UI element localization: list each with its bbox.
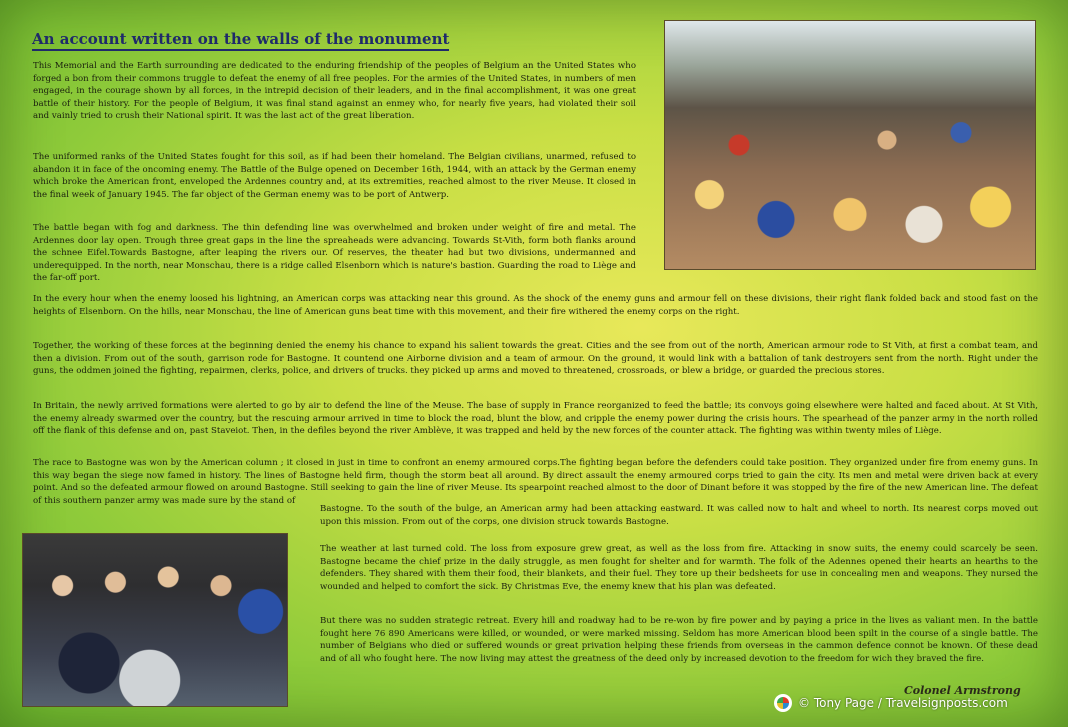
travelsignposts-logo-icon xyxy=(774,694,792,712)
photo-credit xyxy=(774,694,1008,712)
paragraph-battle-began: The battle began with fog and darkness. The thin defending line was overwhelmed and broken under weight of fire and metal. The Ardennes door lay open. Trough three great gaps in the line the spreaheads were advancing. Towards St-Vith, form both flanks around the schnee Eifel.Towards Bastogne, after leaping the rivers our. Of reserves, the theater had but two divisions, undermanned and underequipped. In the north, near Monschau, there is a ridge called Elsenborn which is nature's bastion. Guarding the road to Liège and the far-off port. xyxy=(33,223,636,284)
paragraph-american-corps: In the every hour when the enemy loosed his lightning, an American corps was attacking near this ground. As the shock of the enemy guns and armour fell on these divisions, their right flank folded back and stood fast on the heights of Elsenborn. On the hills, near Monschau, the line of American guns beat time with this movement, and their fire withered the enemy corps on the right. xyxy=(33,294,1038,317)
paragraph-race-to-bastogne: The race to Bastogne was won by the American column ; it closed in just in time to confront an enemy armoured corps.The fighting began before the defenders could take position. They organized under fire from enemy guns. In this way began the siege now famed in history. The lines of Bastogne held firm, though the storm beat all around. By direct assault the enemy armoured corps tried to gain the city. Its men and metal were driven back at every point. And so the defeated armour flowed on around Bastogne. Still seeking to gain the line of river Meuse. Its spearpoint reached almost to the door of Dinant before it was stopped by the fire of the new American line. The defeat of this southern panzer army was made sure by the stand of xyxy=(33,458,1038,506)
paragraph-dedication: This Memorial and the Earth surrounding are dedicated to the enduring friendship of the peoples of Belgium an the United States who forged a bon from their commons truggle to defeat the enemy of all free peoples. For the armies of the United States, in numbers of men engaged, in the courage shown by all forces, in the intrepid decision of their leaders, and in the final accomplishment, it was one great battle of their history. For the people of Belgium, it was final stand against an enmey who, for nearly five years, had violated their soil and vainly tried to crush their National spirit. It was the last act of the great liberation. xyxy=(33,61,636,122)
photo-crowd-of-children xyxy=(664,20,1036,270)
signature: Colonel Armstrong xyxy=(904,684,1021,697)
photo-veterans xyxy=(22,533,288,707)
paragraph-uniformed-ranks: The uniformed ranks of the United States fought for this soil, as if had been their homeland. The Belgian civilians, unarmed, refused to abandon it in face of the oncoming enemy. The Battle of the Bulge opened on December 16th, 1944, with an attack by the German enemy which broke the American front, enveloped the Ardennes country and, at its extremities, reached almost to the river Meuse. It closed in the final week of January 1945. The far object of the German enemy was to be port of Antwerp. xyxy=(33,152,636,200)
credit-text: © Tony Page / Travelsignposts.com xyxy=(798,696,1008,710)
paragraph-no-retreat: But there was no sudden strategic retreat. Every hill and roadway had to be re-won by fire power and by paying a price in the lives as valiant men. In the battle fought here 76 890 Americans were killed, or wounded, or were marked missing. Seldom has more American blood been spilt in the course of a single battle. The number of Belgians who died or suffered wounds or great privation helping these friends from overseas in the cammon defence connot be known. Of these dead and of all who fought here. The now living may attest the greatness of the deed only by increased devotion to the freedom for wich they braved the fire. xyxy=(320,616,1038,664)
paragraph-in-britain: In Britain, the newly arrived formations were alerted to go by air to defend the line of the Meuse. The base of supply in France reorganized to feed the battle; its convoys going elsewhere were halted and faced about. At St Vith, the enemy already swarmed over the country, but the rescuing armour arrived in time to block the road, blunt the blow, and cripple the enemy power during the crisis hours. The spearhead of the panzer army in the north rolled off the flank of this defense and on, past Staveiot. Then, in the defiles beyond the river Amblève, it was trapped and held by the new forces of the counter attack. The fighting was within twenty miles of Liège. xyxy=(33,401,1038,437)
page-title: An account written on the walls of the monument xyxy=(32,30,449,51)
paragraph-together: Together, the working of these forces at the beginning denied the enemy his chance to expand his salient towards the great. Cities and the see from out of the north, American armour rode to St Vith, at first a combat team, and then a division. From out of the south, garrison rode for Bastogne. It countend one Airborne division and a team of armour. On the ground, it would link with a battalion of tank destroyers sent from the north. Right under the guns, the oddmen joined the fighting, repairmen, clerks, police, and drivers of trucks. they picked up arms and moved to threatened, crossroads, or blew a bridge, or guarded the precious stores. xyxy=(33,341,1038,377)
paragraph-race-to-bastogne-continued: Bastogne. To the south of the bulge, an American army had been attacking eastward. It was called now to halt and wheel to north. Its nearest corps moved out upon this mission. From out of the corps, one division struck towards Bastogne. xyxy=(320,504,1038,527)
paragraph-weather: The weather at last turned cold. The loss from exposure grew great, as well as the loss from fire. Attacking in snow suits, the enemy could scarcely be seen. Bastogne became the chief prize in the daily struggle, as men fought for shelter and for warmth. The folk of the Adennes opened their hearts an hearths to the defenders. They shared with them their food, their blankets, and their fuel. They tore up their bedsheets for use in concealing men and weapons. They nursed the wounded and helped to comfort the sick. By Christmas Eve, the enemy knew that his plan was defeated. xyxy=(320,544,1038,592)
